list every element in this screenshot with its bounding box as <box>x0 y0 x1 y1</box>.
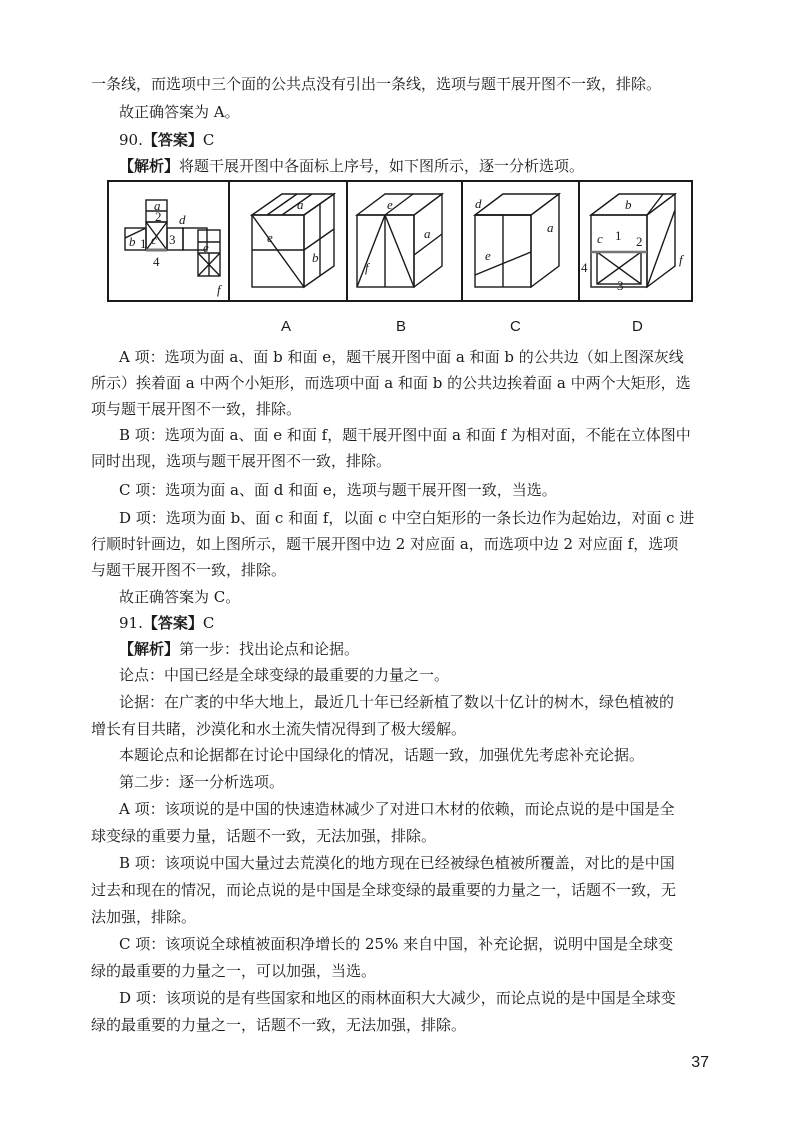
text-line: 故正确答案为 C。 <box>119 588 241 606</box>
text-line: 行顺时针画边，如上图所示，题干展开图中边 2 对应面 a，而选项中边 2 对应面 f，选项 <box>91 535 679 553</box>
cube-b-label-e: e <box>387 197 393 212</box>
q90-answer: C <box>202 131 215 149</box>
net-label-f: f <box>217 282 221 297</box>
cube-net <box>125 198 223 297</box>
q91-header <box>119 613 709 633</box>
text-line: 绿的最重要的力量之一，话题不一致，无法加强，排除。 <box>91 1016 467 1034</box>
text-line: 论据：在广袤的中华大地上，最近几十年已经新植了数以十亿计的树木，绿色植被的 <box>119 693 675 711</box>
net-label-d: d <box>179 212 186 227</box>
q90-header <box>119 130 709 150</box>
text-line: C 项：该项说全球植被面积净增长的 25% 来自中国，补充论据，说明中国是全球变 <box>119 935 674 953</box>
text-line: 过去和现在的情况，而论点说的是中国是全球变绿的最重要的力量之一，话题不一致，无 <box>91 881 677 899</box>
text-line: A 项：该项说的是中国的快速造林减少了对进口木材的依赖，而论点说的是中国是全 <box>119 800 675 818</box>
text-line: D 项：该项说的是有些国家和地区的雨林面积大大减少，而论点说的是中国是全球变 <box>119 989 676 1007</box>
text-line: 故正确答案为 A。 <box>119 103 240 121</box>
q90-analysis-label: 【解析】 <box>119 157 180 175</box>
text-line: B 项：选项为面 a、面 e 和面 f，题干展开图中面 a 和面 f 为相对面，不能在立体图中 <box>119 426 691 444</box>
text-line: A 项：选项为面 a、面 b 和面 e，题干展开图中面 a 和面 b 的公共边（如上图深灰线 <box>119 348 684 366</box>
cube-d-label-c: c <box>597 231 603 246</box>
cube-option-c <box>475 194 559 287</box>
cube-b-label-f: f <box>365 260 369 275</box>
text-line: 一条线，而选项中三个面的公共点没有引出一条线，选项与题干展开图不一致，排除。 <box>91 75 662 93</box>
cube-option-a <box>252 194 334 287</box>
cube-d-num-4: 4 <box>581 260 588 275</box>
cube-option-d <box>581 194 685 293</box>
cube-a-label-e: e <box>267 230 273 245</box>
cube-d-label-b: b <box>625 197 632 212</box>
cube-c-label-e: e <box>485 248 491 263</box>
net-label-e: e <box>203 240 209 255</box>
text-line: D 项：选项为面 b、面 c 和面 f，以面 c 中空白矩形的一条长边作为起始边，对面 c 进 <box>119 509 695 527</box>
q90-analysis-text: 将题干展开图中各面标上序号，如下图所示，逐一分析选项。 <box>179 157 585 175</box>
figure-option-labels <box>0 318 800 338</box>
text-line: 法加强，排除。 <box>91 908 197 926</box>
cube-d-num-1: 1 <box>615 228 622 243</box>
cube-b-label-a: a <box>424 226 431 241</box>
net-label-a: a <box>154 198 161 213</box>
cube-a-label-a: a <box>297 197 304 212</box>
cube-a-label-b: b <box>312 250 319 265</box>
q91-analysis-text: 第一步：找出论点和论据。 <box>179 640 360 658</box>
q91-number: 91. <box>119 614 143 632</box>
q90-number: 90. <box>119 131 143 149</box>
cube-c-label-d: d <box>475 196 482 211</box>
text-line: 同时出现，选项与题干展开图不一致，排除。 <box>91 452 392 470</box>
page-number: 37 <box>691 1054 709 1071</box>
text-line: 论点：中国已经是全球变绿的最重要的力量之一。 <box>119 666 450 684</box>
cube-c-label-a: a <box>547 220 554 235</box>
cube-d-label-f: f <box>679 252 683 267</box>
option-label-d: D <box>632 318 643 335</box>
cube-d-num-3: 3 <box>617 278 624 293</box>
cube-net-figure <box>107 180 693 303</box>
net-num-4: 4 <box>153 254 160 269</box>
text-line: 与题干展开图不一致，排除。 <box>91 561 287 579</box>
text-line: 增长有目共睹，沙漠化和水土流失情况得到了极大缓解。 <box>91 720 467 738</box>
text-line: 项与题干展开图不一致，排除。 <box>91 400 302 418</box>
text-line: 绿的最重要的力量之一，可以加强，当选。 <box>91 962 377 980</box>
q91-analysis-label: 【解析】 <box>119 640 180 658</box>
q91-analysis <box>119 639 709 659</box>
net-num-1: 1 <box>140 236 147 251</box>
net-label-c: c <box>151 232 157 247</box>
text-line: 第二步：逐一分析选项。 <box>119 773 285 791</box>
q91-answer-label: 【答案】 <box>142 614 203 632</box>
text-line: 所示）挨着面 a 中两个小矩形，而选项中面 a 和面 b 的公共边挨着面 a 中两个大矩形，选 <box>91 374 691 392</box>
option-label-c: C <box>510 318 521 335</box>
text-line: B 项：该项说中国大量过去荒漠化的地方现在已经被绿色植被所覆盖，对比的是中国 <box>119 854 675 872</box>
cube-d-num-2: 2 <box>636 234 643 249</box>
figure-frame <box>108 181 692 301</box>
option-label-b: B <box>396 318 407 335</box>
net-num-3: 3 <box>169 232 176 247</box>
text-line: C 项：选项为面 a、面 d 和面 e，选项与题干展开图一致，当选。 <box>119 481 557 499</box>
q91-answer: C <box>202 614 215 632</box>
text-line: 球变绿的重要力量，话题不一致，无法加强，排除。 <box>91 827 437 845</box>
q90-answer-label: 【答案】 <box>142 131 203 149</box>
q90-analysis <box>119 156 709 176</box>
net-num-2: 2 <box>155 209 162 224</box>
cube-option-b <box>357 194 442 287</box>
net-label-b: b <box>129 234 136 249</box>
text-line: 本题论点和论据都在讨论中国绿化的情况，话题一致，加强优先考虑补充论据。 <box>119 746 645 764</box>
option-label-a: A <box>281 318 292 335</box>
